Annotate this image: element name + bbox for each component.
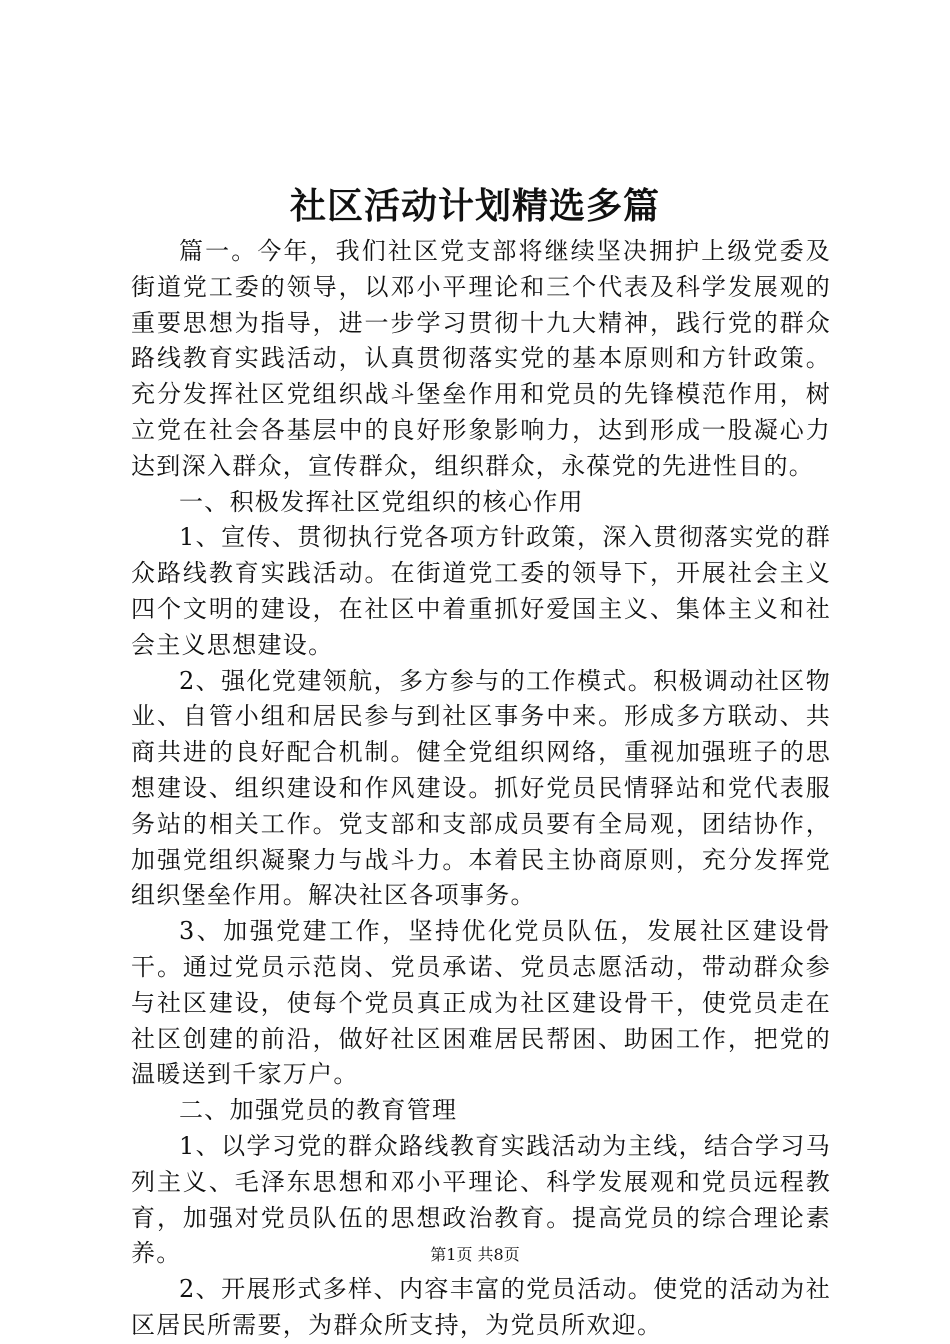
section-heading-1: 一、积极发挥社区党组织的核心作用 (179, 487, 584, 516)
paragraph-1-3: 3、加强党建工作，坚持优化党员队伍，发展社区建设骨干。通过党员示范岗、党员承诺、党员志愿活动，带动群众参与社区建设，使每个党员真正成为社区建设骨干，使党员走在社区创建的前沿，做好社区困难居民帮困、助困工作，把党的温暖送到千家万户。 (131, 917, 831, 1089)
paragraph-2-1: 1、以学习党的群众路线教育实践活动为主线，结合学习马列主义、毛泽东思想和邓小平理论、科学发展观和党员远程教育，加强对党员队伍的思想政治教育。提高党员的综合理论素养。 (131, 1131, 831, 1268)
section-heading-2: 二、加强党员的教育管理 (179, 1096, 458, 1125)
page-title: 社区活动计划精选多篇 (289, 185, 660, 227)
paragraph-1-1: 1、宣传、贯彻执行党各项方针政策，深入贯彻落实党的群众路线教育实践活动。在街道党工委的领导下，开展社会主义四个文明的建设，在社区中着重抓好爱国主义、集体主义和社会主义思想建设。 (131, 523, 831, 659)
page-number-footer: 第1页 共8页 (430, 1245, 520, 1264)
paragraph-2-2: 2、开展形式多样、内容丰富的党员活动。使党的活动为社区居民所需要，为群众所支持，为党员所欢迎。 (131, 1275, 831, 1339)
paragraph-1-2: 2、强化党建领航，多方参与的工作模式。积极调动社区物业、自管小组和居民参与到社区事务中来。形成多方联动、共商共进的良好配合机制。健全党组织网络，重视加强班子的思想建设、组织建设和作风建设。抓好党员民情驿站和党代表服务站的相关工作。党支部和支部成员要有全局观，团结协作，加强党组织凝聚力与战斗力。本着民主协商原则，充分发挥党组织堡垒作用。解决社区各项事务。 (131, 666, 831, 910)
paragraph-intro: 篇一。今年，我们社区党支部将继续坚决拥护上级党委及街道党工委的领导，以邓小平理论和三个代表及科学发展观的重要思想为指导，进一步学习贯彻十九大精神，践行党的群众路线教育实践活动，认真贯彻落实党的基本原则和方针政策。充分发挥社区党组织战斗堡垒作用和党员的先锋模范作用，树立党在社会各基层中的良好形象影响力，达到形成一股凝心力达到深入群众，宣传群众，组织群众，永葆党的先进性目的。 (131, 237, 831, 480)
document-body (131, 234, 831, 1344)
